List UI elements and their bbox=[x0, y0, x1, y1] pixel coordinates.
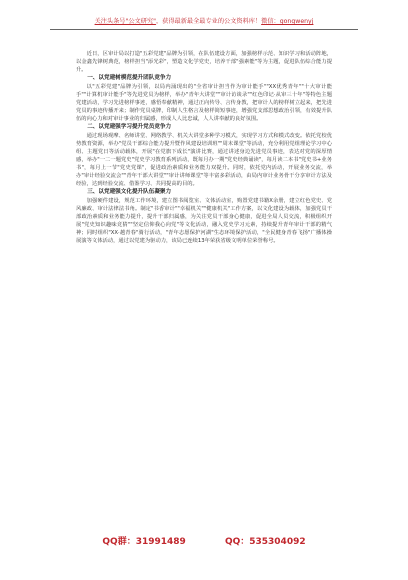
intro-paragraph: 近日，区审计局以打造"五彩党建"品牌为引领，在队伍建设方面，加强榜样示范、知识学习和活动阵地，以金鑫先锋树典范，榜样担当"添光彩"，塑造文化学党史，培养干部"强素能"等为主题，促进队伍综合能力提升。 bbox=[76, 51, 332, 74]
header-banner bbox=[50, 18, 358, 26]
section-heading-2: 二、以党建强学习提升党员竞争力 bbox=[87, 124, 172, 131]
section-paragraph-1: 以"五彩党建"品牌为引领，以局内涌现出的"全省审计担当作为审计能手""XX优秀青年""十大审计能手""计算机审计能手"等先进党员为榜样，举办"青年大讲堂""审计访谈录""红色印记·从审三十年"等特色主题党建活动，学习先进榜样事迹，感悟奉献精神，通过正向传导、言传身教，把审计人的榜样树立起来，把先进党员的事迹传播开来；制作党员桌牌，印制人生格言及榜样简短事迹，增强党支部思想政治引领，有效提升队伍的向心力和对审计事业的归属感，形成人人比忠诚，人人讲奉献的良好氛围。 bbox=[76, 83, 332, 123]
document-body bbox=[76, 50, 332, 245]
header-link-wechat[interactable]: 微信：gongwenyj bbox=[261, 18, 314, 25]
footer-qq-group: QQ群：31991489 bbox=[102, 537, 186, 547]
header-text: ，获得最新最全最专业的公文资料库！ bbox=[155, 18, 262, 25]
footer-contact bbox=[0, 536, 408, 548]
section-heading-3: 三、以党建强文化提升队伍凝聚力 bbox=[87, 189, 172, 196]
section-paragraph-3: 加强硬件建设，规范工作环境，建立图书阅览室、文体活动室，购置党建书籍X余册，建立红色党史、党风廉政、审计法律法书角。制定"书香审计""幸福机关""健康机关"工作方案，以文化建设为载体，加强党员干部政治素质和业务能力提升，提升干部归属感，为关注党员干部身心健康，促进全局人员交流，积极组织开展"党史知识趣味竞猜""坚定信仰我心向党"等文化活动，融入党史学习元素，持续提升青年审计干部的精气神；同时组织"XX·越青春"骑行活动，"青年志愿保护河湖"生态环境保护活动，"全民健身青春飞扬"广播体操展演等文体活动，通过以党建为驱动力，该局已连续13年荣获省级文明单位荣誉称号。 bbox=[76, 197, 332, 245]
section-heading-1: 一、以党建树模范提升团队竞争力 bbox=[87, 75, 172, 82]
header-link-account[interactable]: 关注头条号"公文研究" bbox=[94, 18, 156, 25]
section-paragraph-2: 通过现场观摩、名师讲堂、网络教学、机关大讲堂多种学习模式，实现学习方式和模式改变。依托党校优势教育资源，举办"党员干部综合能力提升暨作风建设培训班""周末课堂"等活动，充分利用党组理论学习中心组、主题党日等活动载体，开展"在党旗下成长"演讲比赛，通过讲述身边先进党员事迹，表达对党的深厚情感，举办"一二一题党史"党史学习教育系列活动，既每月办一期"党史经典诵读"，每月读二本书"党史书+业务书"，每月上一节"党史党课"，促进政治素质和业务能力双提升。同时，依托党内活动，开展业务交流，举办"审计经验交流会""青年干部大讲堂""审计讲师课堂"等丰富多彩活动，由局内审计业务骨干分享审计方法及经验，达到经验交流、借鉴学习、共同提高的目的。 bbox=[76, 132, 332, 188]
header-divider bbox=[50, 29, 358, 30]
footer-qq: QQ：535304092 bbox=[224, 537, 306, 547]
